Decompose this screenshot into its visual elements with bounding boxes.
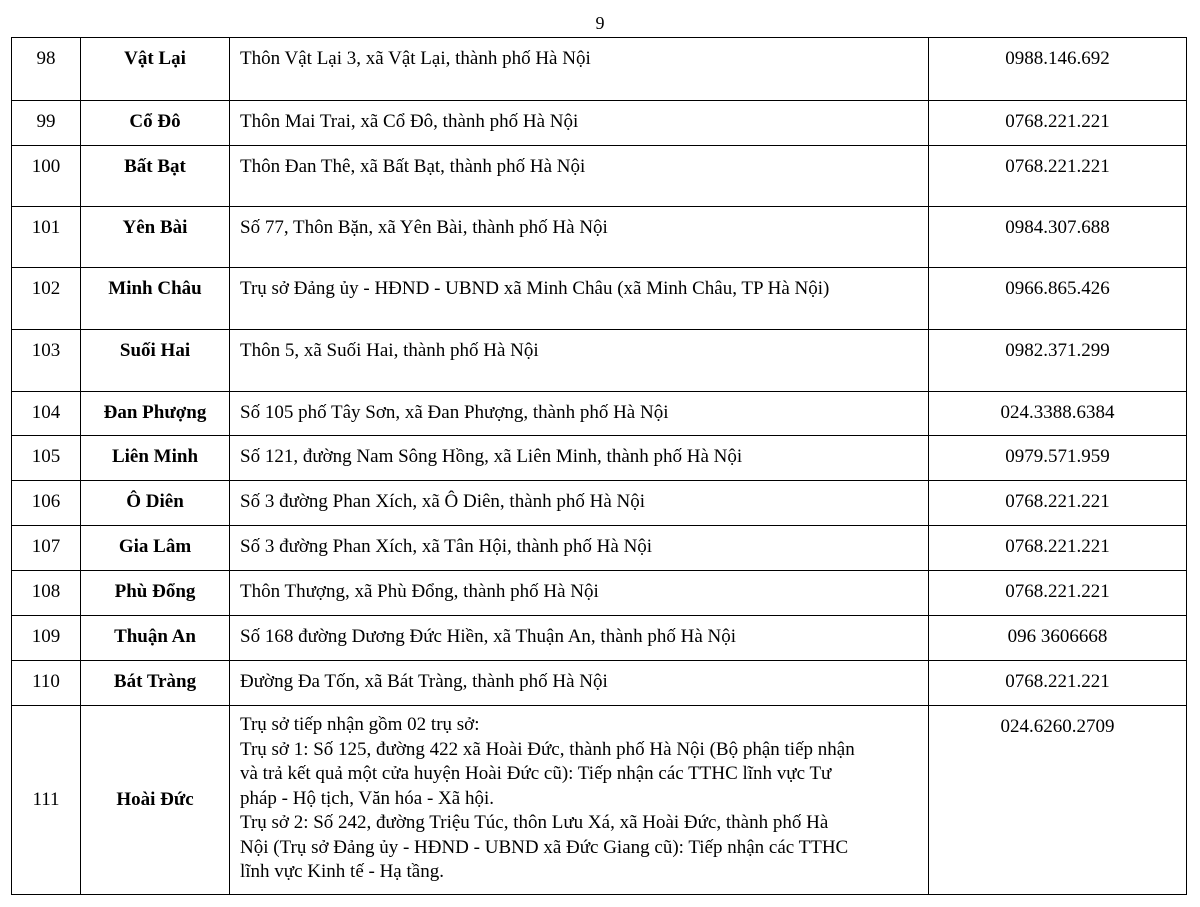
commune-name: Bát Tràng: [81, 661, 230, 706]
commune-name: Vật Lại: [81, 38, 230, 101]
table-row: [12, 571, 1187, 616]
phone-cell: 0768.221.221: [929, 571, 1187, 616]
commune-name: Thuận An: [81, 616, 230, 661]
address-cell: Thôn Vật Lại 3, xã Vật Lại, thành phố Hà Nội: [230, 38, 929, 101]
phone-cell: 0982.371.299: [929, 330, 1187, 392]
row-number: 101: [12, 207, 81, 268]
row-number: 104: [12, 392, 81, 436]
address-line: pháp - Hộ tịch, Văn hóa - Xã hội.: [240, 787, 494, 809]
phone-cell: 0768.221.221: [929, 526, 1187, 571]
table-row: [12, 38, 1187, 101]
row-number: 103: [12, 330, 81, 392]
row-number: 105: [12, 436, 81, 481]
address-cell: Số 3 đường Phan Xích, xã Ô Diên, thành phố Hà Nội: [230, 481, 929, 526]
commune-directory-table: [11, 37, 1187, 895]
commune-name: Gia Lâm: [81, 526, 230, 571]
phone-cell: 024.3388.6384: [929, 392, 1187, 436]
commune-name: Bất Bạt: [81, 146, 230, 207]
commune-name: Đan Phượng: [81, 392, 230, 436]
commune-name: Minh Châu: [81, 268, 230, 330]
phone-cell: 096 3606668: [929, 616, 1187, 661]
address-cell: Thôn Mai Trai, xã Cổ Đô, thành phố Hà Nội: [230, 101, 929, 146]
table-row: [12, 706, 1187, 895]
phone-cell: 0768.221.221: [929, 481, 1187, 526]
commune-name: Yên Bài: [81, 207, 230, 268]
table-row: [12, 616, 1187, 661]
table-row: [12, 481, 1187, 526]
table-row: [12, 526, 1187, 571]
row-number: 102: [12, 268, 81, 330]
row-number: 110: [12, 661, 81, 706]
address-cell: Thôn 5, xã Suối Hai, thành phố Hà Nội: [230, 330, 929, 392]
address-cell: Trụ sở Đảng ủy - HĐND - UBND xã Minh Châu (xã Minh Châu, TP Hà Nội): [230, 268, 929, 330]
phone-cell: 0984.307.688: [929, 207, 1187, 268]
page-number: 9: [595, 13, 605, 33]
table-row: [12, 330, 1187, 392]
row-number: 100: [12, 146, 81, 207]
address-cell: Số 121, đường Nam Sông Hồng, xã Liên Minh, thành phố Hà Nội: [230, 436, 929, 481]
phone-cell: 0966.865.426: [929, 268, 1187, 330]
commune-name: Hoài Đức: [81, 706, 230, 895]
address-cell: Thôn Đan Thê, xã Bất Bạt, thành phố Hà Nội: [230, 146, 929, 207]
phone-cell: 0988.146.692: [929, 38, 1187, 101]
row-number: 107: [12, 526, 81, 571]
phone-cell: 0768.221.221: [929, 146, 1187, 207]
table-row: [12, 436, 1187, 481]
row-number: 106: [12, 481, 81, 526]
commune-name: Liên Minh: [81, 436, 230, 481]
row-number: 98: [12, 38, 81, 101]
address-cell: Số 77, Thôn Bặn, xã Yên Bài, thành phố Hà Nội: [230, 207, 929, 268]
commune-name: Suối Hai: [81, 330, 230, 392]
address-line: Nội (Trụ sở Đảng ủy - HĐND - UBND xã Đức Giang cũ): Tiếp nhận các TTHC: [240, 836, 849, 858]
address-cell: Số 3 đường Phan Xích, xã Tân Hội, thành phố Hà Nội: [230, 526, 929, 571]
row-number: 111: [12, 706, 81, 895]
address-line: Trụ sở 2: Số 242, đường Triệu Túc, thôn Lưu Xá, xã Hoài Đức, thành phố Hà: [240, 812, 829, 833]
table-row: [12, 392, 1187, 436]
commune-name: Cổ Đô: [81, 101, 230, 146]
address-cell: [230, 706, 929, 895]
address-line: lĩnh vực Kinh tế - Hạ tầng.: [240, 861, 444, 882]
phone-cell: 0979.571.959: [929, 436, 1187, 481]
address-cell: Thôn Thượng, xã Phù Đổng, thành phố Hà Nội: [230, 571, 929, 616]
phone-cell: 0768.221.221: [929, 101, 1187, 146]
address-line: và trả kết quả một cửa huyện Hoài Đức cũ): Tiếp nhận các TTHC lĩnh vực Tư: [240, 763, 832, 784]
row-number: 99: [12, 101, 81, 146]
address-cell: Số 105 phố Tây Sơn, xã Đan Phượng, thành phố Hà Nội: [230, 392, 929, 436]
table-row: [12, 146, 1187, 207]
address-cell: Số 168 đường Dương Đức Hiền, xã Thuận An, thành phố Hà Nội: [230, 616, 929, 661]
address-cell: Đường Đa Tốn, xã Bát Tràng, thành phố Hà Nội: [230, 661, 929, 706]
phone-cell: 0768.221.221: [929, 661, 1187, 706]
row-number: 109: [12, 616, 81, 661]
table-row: [12, 207, 1187, 268]
address-line: Trụ sở tiếp nhận gồm 02 trụ sở:: [240, 714, 480, 735]
address-line: Trụ sở 1: Số 125, đường 422 xã Hoài Đức, thành phố Hà Nội (Bộ phận tiếp nhận: [240, 738, 855, 760]
commune-name: Ô Diên: [81, 481, 230, 526]
commune-name: Phù Đổng: [81, 571, 230, 616]
table-row: [12, 101, 1187, 146]
row-number: 108: [12, 571, 81, 616]
table-row: [12, 268, 1187, 330]
table-row: [12, 661, 1187, 706]
phone-cell: 024.6260.2709: [929, 706, 1187, 895]
